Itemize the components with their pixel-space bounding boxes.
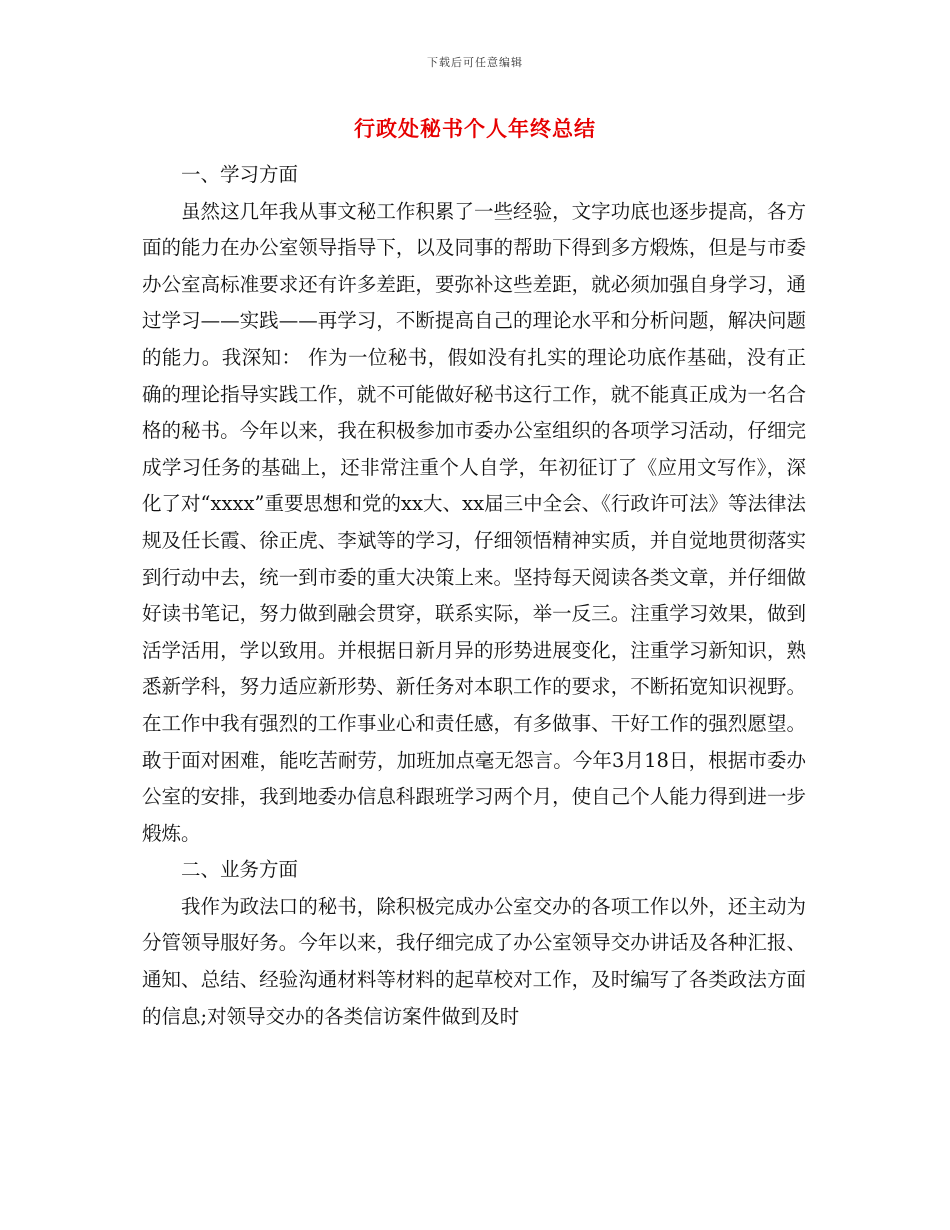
header-note: 下载后可任意编辑: [427, 56, 523, 69]
document-body: [142, 157, 806, 1035]
paragraph-business: 我作为政法口的秘书，除积极完成办公室交办的各项工作以外，还主动为分管领导服好务。今年以来，我仔细完成了办公室领导交办讲话及各种汇报、通知、总结、经验沟通材料等材料的起草校对工作，及时编写了各类政法方面的信息;对领导交办的各类信访案件做到及时: [142, 894, 806, 1028]
paragraph-study: 虽然这几年我从事文秘工作积累了一些经验，文字功底也逐步提高，各方面的能力在办公室领导指导下，以及同事的帮助下得到多方煅炼，但是与市委办公室高标准要求还有许多差距，要弥补这些差距，就必须加强自身学习，通过学习——实践——再学习，不断提高自己的理论水平和分析问题，解决问题的能力。我深知： 作为一位秘书，假如没有扎实的理论功底作基础，没有正确的理论指导实践工作，就不可能做好秘书这行工作，就不能真正成为一名合格的秘书。今年以来，我在积极参加市委办公室组织的各项学习活动，仔细完成学习任务的基础上，还非常注重个人自学，年初征订了《应用文写作》，深化了对“xxxx”重要思想和党的xx大、xx届三中全会、《行政许可法》等法律法规及任长霞、徐正虎、李斌等的学习，仔细领悟精神实质，并自觉地贯彻落实到行动中去，统一到市委的重大决策上来。坚持每天阅读各类文章，并仔细做好读书笔记，努力做到融会贯穿，联系实际，举一反三。注重学习效果，做到活学活用，学以致用。并根据日新月异的形势进展变化，注重学习新知识，熟悉新学科，努力适应新形势、新任务对本职工作的要求，不断拓宽知识视野。在工作中我有强烈的工作事业心和责任感，有多做事、干好工作的强烈愿望。敢于面对困难，能吃苦耐劳，加班加点毫无怨言。今年3月18日，根据市委办公室的安排，我到地委办信息科跟班学习两个月，使自己个人能力得到进一步煅炼。: [142, 199, 806, 845]
section-heading-business: 二、业务方面: [181, 858, 299, 882]
document-title: 行政处秘书个人年终总结: [354, 117, 596, 141]
section-heading-study: 一、学习方面: [181, 163, 299, 186]
